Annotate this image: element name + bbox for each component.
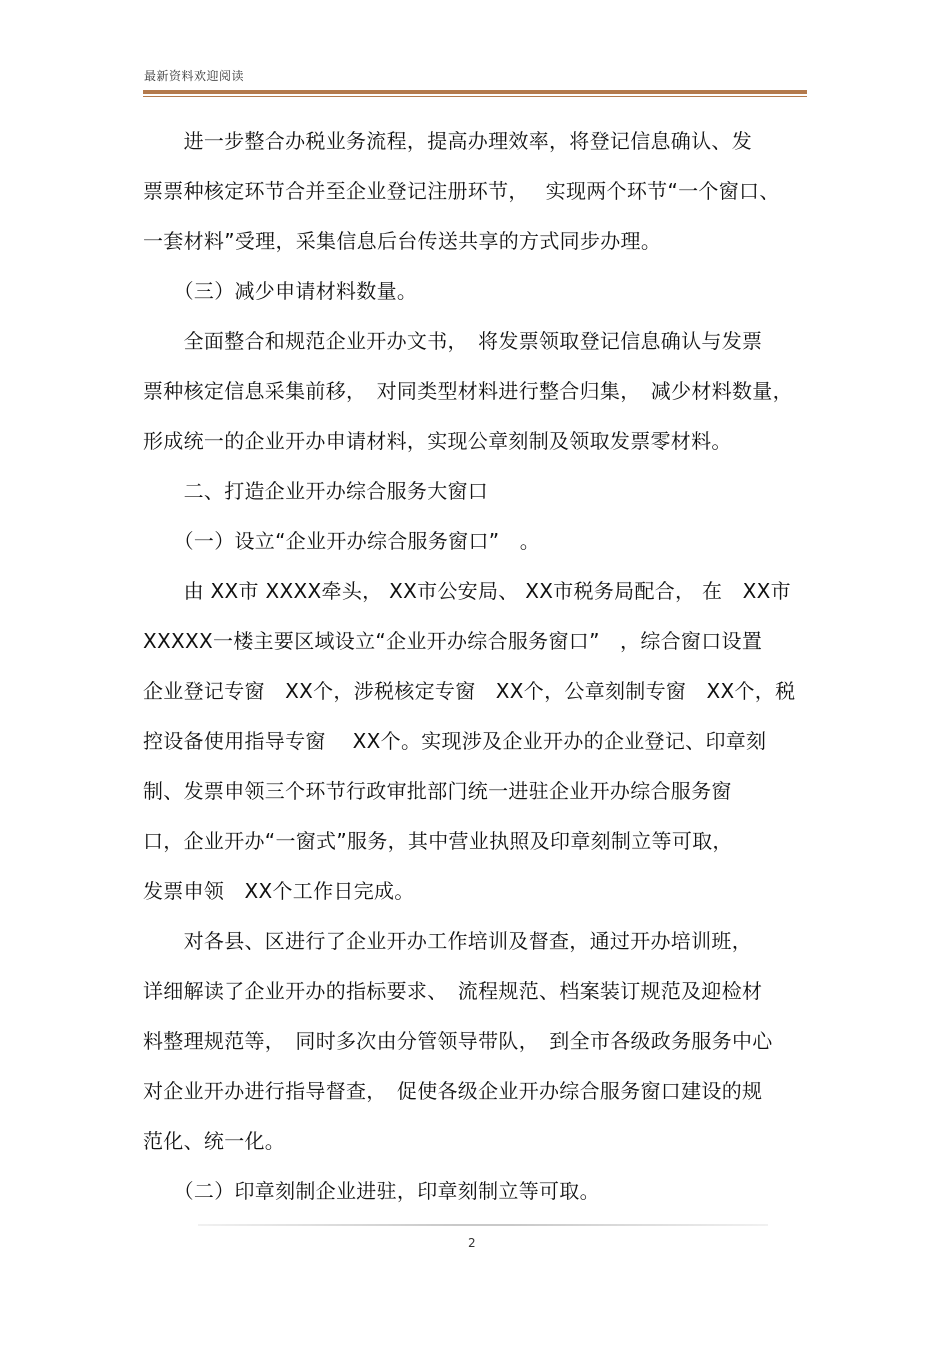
section-heading: （三）减少申请材料数量。: [143, 279, 418, 303]
page-number: 2: [468, 1236, 476, 1250]
body-line: 对企业开办进行指导督查， 促使各级企业开办综合服务窗口建设的规: [143, 1079, 763, 1103]
body-line: 进一步整合办税业务流程，提高办理效率，将登记信息确认、发: [143, 129, 752, 153]
body-line: 口，企业开办“一窗式”服务，其中营业执照及印章刻制立等可取，: [143, 829, 733, 853]
body-line: 形成统一的企业开办申请材料，实现公章刻制及领取发票零材料。: [143, 429, 732, 453]
body-line: 控设备使用指导专窗 XX个。实现涉及企业开办的企业登记、印章刻: [143, 729, 767, 753]
footer-rule: [198, 1224, 768, 1226]
body-line: 制、发票申领三个环节行政审批部门统一进驻企业开办综合服务窗: [143, 779, 732, 803]
header-rule: [143, 90, 807, 94]
section-heading: （一）设立“企业开办综合服务窗口” 。: [143, 529, 541, 553]
body-line: 一套材料”受理，采集信息后台传送共享的方式同步办理。: [143, 229, 662, 253]
body-line: 全面整合和规范企业开办文书， 将发票领取登记信息确认与发票: [143, 329, 763, 353]
body-line: 料整理规范等， 同时多次由分管领导带队， 到全市各级政务服务中心: [143, 1029, 773, 1053]
body-line: 发票申领 XX个工作日完成。: [143, 879, 415, 903]
section-heading: 二、打造企业开办综合服务大窗口: [143, 479, 489, 503]
body-line: 详细解读了企业开办的指标要求、 流程规范、档案装订规范及迎检材: [143, 979, 763, 1003]
body-line: 对各县、区进行了企业开办工作培训及督查，通过开办培训班，: [143, 929, 752, 953]
header-rule-thin: [143, 96, 807, 97]
body-line: 企业登记专窗 XX个，涉税核定专窗 XX个，公章刻制专窗 XX个，税: [143, 679, 796, 703]
body-line: 票票种核定环节合并至企业登记注册环节， 实现两个环节“一个窗口、: [143, 179, 780, 203]
section-heading: （二）印章刻制企业进驻，印章刻制立等可取。: [143, 1179, 600, 1203]
body-line: 票种核定信息采集前移， 对同类型材料进行整合归集， 减少材料数量，: [143, 379, 793, 403]
body-line: 由 XX市 XXXX牵头， XX市公安局、 XX市税务局配合， 在 XX市: [143, 579, 791, 603]
body-line: XXXXX一楼主要区域设立“企业开办综合服务窗口” ，综合窗口设置: [143, 629, 763, 653]
body-line: 范化、统一化。: [143, 1129, 286, 1153]
header-text: 最新资料欢迎阅读: [144, 69, 245, 83]
